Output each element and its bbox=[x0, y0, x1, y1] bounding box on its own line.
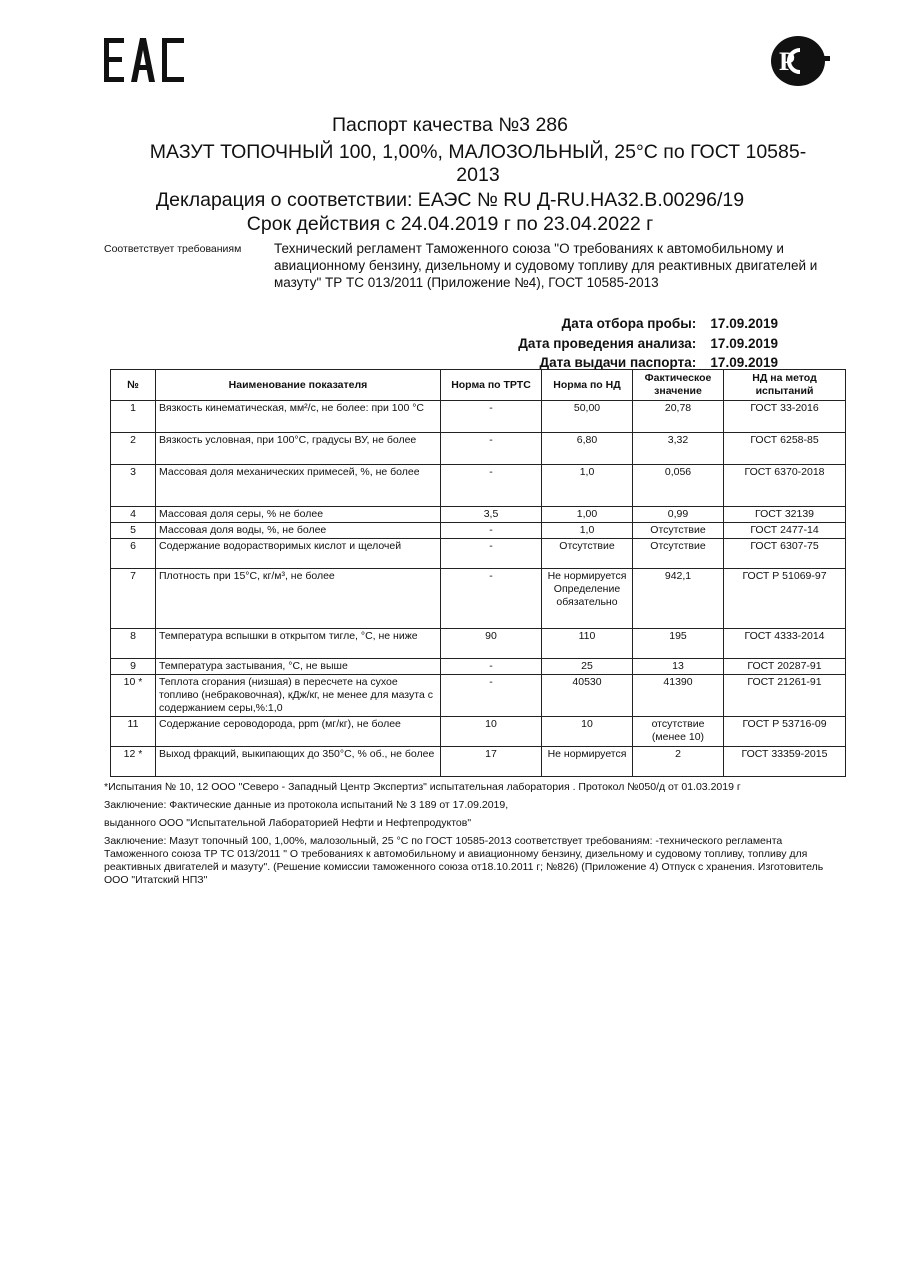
rst-logo bbox=[770, 34, 832, 93]
table-cell: 9 bbox=[111, 659, 156, 675]
table-cell: 942,1 bbox=[633, 569, 724, 629]
table-cell: 195 bbox=[633, 629, 724, 659]
table-cell: 12 * bbox=[111, 747, 156, 777]
table-cell: ГОСТ 2477-14 bbox=[724, 523, 846, 539]
table-cell: Температура вспышки в открытом тигле, °С, не ниже bbox=[156, 629, 441, 659]
table-cell: 1,00 bbox=[542, 507, 633, 523]
table-cell: 50,00 bbox=[542, 401, 633, 433]
table-cell: - bbox=[441, 675, 542, 717]
table-cell: 110 bbox=[542, 629, 633, 659]
table-cell: Теплота сгорания (низшая) в пересчете на сухое топливо (небраковочная), кДж/кг, не менее для мазута с содержанием серы,%:1,0 bbox=[156, 675, 441, 717]
footer-conclusion-2: Заключение: Мазут топочный 100, 1,00%, малозольный, 25 °С по ГОСТ 10585-2013 соответствует требованиям: -технического регламента Таможенного союза ТР ТС 013/2011 " О требованиях к автомобильному и авиационному бензину, дизельному и судовому топливу, топливу для реактивных двигателей и мазуту". (Решение комиссии таможенного союза от18.10.2011 г; №826) (Приложение 4) Отпуск с хранения. Изготовитель ООО "Итатский НПЗ" bbox=[104, 835, 824, 886]
table-cell: ГОСТ 6307-75 bbox=[724, 539, 846, 569]
table-cell: 7 bbox=[111, 569, 156, 629]
table-row bbox=[111, 507, 846, 523]
table-cell: 20,78 bbox=[633, 401, 724, 433]
table-cell: Отсутствие bbox=[633, 523, 724, 539]
table-cell: - bbox=[441, 465, 542, 507]
table-cell: ГОСТ 32139 bbox=[724, 507, 846, 523]
table-cell: 6,80 bbox=[542, 433, 633, 465]
table-cell: ГОСТ 6258-85 bbox=[724, 433, 846, 465]
table-cell: Содержание сероводорода, ppm (мг/кг), не более bbox=[156, 717, 441, 747]
table-cell: 40530 bbox=[542, 675, 633, 717]
date-row: Дата выдачи паспорта: 17.09.2019 bbox=[539, 355, 778, 370]
table-cell: Отсутствие bbox=[542, 539, 633, 569]
table-cell: Выход фракций, выкипающих до 350°С, % об., не более bbox=[156, 747, 441, 777]
table-row bbox=[111, 569, 846, 629]
table-cell: Не нормируется Определение обязательно bbox=[542, 569, 633, 629]
table-cell: 5 bbox=[111, 523, 156, 539]
table-cell: - bbox=[441, 401, 542, 433]
table-cell: Содержание водорастворимых кислот и щелочей bbox=[156, 539, 441, 569]
table-cell: Не нормируется bbox=[542, 747, 633, 777]
table-cell: 6 bbox=[111, 539, 156, 569]
table-cell: ГОСТ 20287-91 bbox=[724, 659, 846, 675]
header-cell: Норма по ТРТС bbox=[441, 370, 542, 401]
table-cell: ГОСТ Р 51069-97 bbox=[724, 569, 846, 629]
table-cell: Плотность при 15°С, кг/м³, не более bbox=[156, 569, 441, 629]
table-cell: 0,99 bbox=[633, 507, 724, 523]
table-cell: отсутствие (менее 10) bbox=[633, 717, 724, 747]
table-row bbox=[111, 401, 846, 433]
date-row: Дата отбора пробы: 17.09.2019 bbox=[561, 316, 778, 331]
table-cell: 90 bbox=[441, 629, 542, 659]
declaration: Декларация о соответствии: ЕАЭС № RU Д-RU.НА32.В.00296/19 bbox=[155, 189, 745, 211]
table-cell: - bbox=[441, 523, 542, 539]
passport-title: Паспорт качества №3 286 bbox=[332, 114, 568, 136]
table-row bbox=[111, 717, 846, 747]
table-cell: 41390 bbox=[633, 675, 724, 717]
table-cell: Вязкость кинематическая, мм²/с, не более: при 100 °С bbox=[156, 401, 441, 433]
validity: Срок действия с 24.04.2019 г по 23.04.2022 г bbox=[246, 213, 654, 235]
header-cell: Наименование показателя bbox=[156, 370, 441, 401]
quality-table bbox=[110, 369, 846, 777]
table-row bbox=[111, 747, 846, 777]
table-cell: 10 bbox=[441, 717, 542, 747]
table-cell: Массовая доля серы, % не более bbox=[156, 507, 441, 523]
table-cell: 25 bbox=[542, 659, 633, 675]
table-cell: 10 bbox=[542, 717, 633, 747]
footer-issued: выданного ООО "Испытательной Лабораторией Нефти и Нефтепродуктов" bbox=[104, 817, 472, 829]
table-cell: 4 bbox=[111, 507, 156, 523]
table-row bbox=[111, 659, 846, 675]
table-header-row bbox=[111, 370, 846, 401]
table-row bbox=[111, 629, 846, 659]
table-cell: 2 bbox=[111, 433, 156, 465]
table-cell: 3,5 bbox=[441, 507, 542, 523]
table-row bbox=[111, 539, 846, 569]
table-cell: Отсутствие bbox=[633, 539, 724, 569]
table-cell: 0,056 bbox=[633, 465, 724, 507]
table-cell: ГОСТ Р 53716-09 bbox=[724, 717, 846, 747]
table-cell: 2 bbox=[633, 747, 724, 777]
table-cell: - bbox=[441, 433, 542, 465]
table-cell: Температура застывания, °С, не выше bbox=[156, 659, 441, 675]
table-cell: 17 bbox=[441, 747, 542, 777]
table-row bbox=[111, 465, 846, 507]
table-cell: Вязкость условная, при 100°С, градусы ВУ, не более bbox=[156, 433, 441, 465]
product-title: МАЗУТ ТОПОЧНЫЙ 100, 1,00%, МАЛОЗОЛЬНЫЙ, 25°С по ГОСТ 10585-2013 bbox=[149, 141, 807, 186]
table-cell: ГОСТ 33-2016 bbox=[724, 401, 846, 433]
table-cell: ГОСТ 21261-91 bbox=[724, 675, 846, 717]
table-row bbox=[111, 675, 846, 717]
table-cell: - bbox=[441, 659, 542, 675]
conformity-text: Технический регламент Таможенного союза "О требованиях к автомобильному и авиационному бензину, дизельному и судовому топливу для реактивных двигателей и мазуту" ТР ТС 013/2011 (Приложение №4), ГОСТ 10585-2013 bbox=[274, 241, 818, 290]
table-cell: Массовая доля механических примесей, %, не более bbox=[156, 465, 441, 507]
table-cell: Массовая доля воды, %, не более bbox=[156, 523, 441, 539]
dates-block bbox=[518, 314, 778, 373]
footer-note: *Испытания № 10, 12 ООО "Северо - Западный Центр Экспертиз" испытательная лаборатория . Протокол №050/д от 01.03.2019 г bbox=[104, 781, 741, 793]
conformity-lead: Соответствует требованиям bbox=[104, 243, 242, 255]
svg-text:P: P bbox=[779, 47, 795, 76]
header-cell: Норма по НД bbox=[542, 370, 633, 401]
header-cell: № bbox=[111, 370, 156, 401]
table-cell: 3 bbox=[111, 465, 156, 507]
table-cell: - bbox=[441, 569, 542, 629]
table-cell: 11 bbox=[111, 717, 156, 747]
table-cell: 10 * bbox=[111, 675, 156, 717]
eac-logo bbox=[104, 38, 188, 87]
table-cell: ГОСТ 6370-2018 bbox=[724, 465, 846, 507]
table-row bbox=[111, 523, 846, 539]
table-cell: ГОСТ 4333-2014 bbox=[724, 629, 846, 659]
table-cell: 8 bbox=[111, 629, 156, 659]
footer-conclusion-1: Заключение: Фактические данные из протокола испытаний № 3 189 от 17.09.2019, bbox=[104, 799, 509, 811]
table-row bbox=[111, 433, 846, 465]
table-cell: 1,0 bbox=[542, 465, 633, 507]
date-row: Дата проведения анализа: 17.09.2019 bbox=[518, 335, 778, 351]
header-cell: Фактическое значение bbox=[633, 370, 724, 401]
table-cell: 3,32 bbox=[633, 433, 724, 465]
header-cell: НД на метод испытаний bbox=[724, 370, 846, 401]
table-cell: 13 bbox=[633, 659, 724, 675]
table-cell: 1,0 bbox=[542, 523, 633, 539]
table-cell: ГОСТ 33359-2015 bbox=[724, 747, 846, 777]
table-cell: - bbox=[441, 539, 542, 569]
table-cell: 1 bbox=[111, 401, 156, 433]
